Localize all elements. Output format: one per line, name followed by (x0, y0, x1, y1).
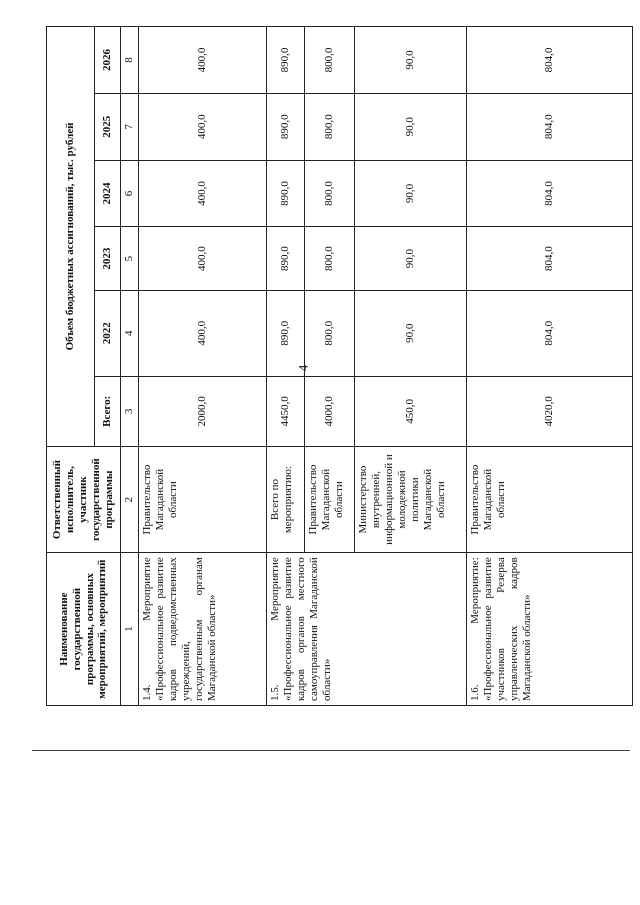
row-value-2026: 400,0 (138, 27, 266, 94)
row-value-2025: 400,0 (138, 93, 266, 160)
header-year-2024: 2024 (95, 160, 121, 227)
col-number: 5 (121, 227, 139, 290)
row-value-2024: 90,0 (354, 160, 466, 227)
col-number: 1 (121, 553, 139, 706)
budget-table (46, 26, 633, 706)
page-number: 4 (295, 364, 311, 372)
row-executor: Правительство Магаданской области (466, 446, 632, 552)
row-total: 4000,0 (304, 376, 354, 446)
row-value-2025: 800,0 (304, 93, 354, 160)
col-number: 8 (121, 27, 139, 94)
row-name-1-6: 1.6. Мероприятие: «Профессиональное развитие участников Резерва управленческих кадров Магаданской области» (466, 553, 632, 706)
row-total: 2000,0 (138, 376, 266, 446)
col-number: 2 (121, 446, 139, 552)
row-total: 4450,0 (266, 376, 304, 446)
rotated-table-container (46, 26, 628, 706)
row-value-2024: 400,0 (138, 160, 266, 227)
row-executor: Всего по мероприятию: (266, 446, 304, 552)
header-year-2025: 2025 (95, 93, 121, 160)
row-value-2025: 890,0 (266, 93, 304, 160)
row-value-2022: 90,0 (354, 290, 466, 376)
row-value-2022: 400,0 (138, 290, 266, 376)
row-value-2026: 90,0 (354, 27, 466, 94)
row-executor: Министерство внутренней, информационной и молодежной политики Магаданской области (354, 446, 466, 552)
row-value-2022: 800,0 (304, 290, 354, 376)
col-number: 3 (121, 376, 139, 446)
row-value-2024: 800,0 (304, 160, 354, 227)
row-name-1-5: 1.5. Мероприятие «Профессиональное развитие кадров органов местного самоуправления Магаданской области» (266, 553, 466, 706)
row-value-2023: 890,0 (266, 227, 304, 290)
row-value-2023: 400,0 (138, 227, 266, 290)
col-number: 6 (121, 160, 139, 227)
header-year-2026: 2026 (95, 27, 121, 94)
row-executor: Правительство Магаданской области (304, 446, 354, 552)
header-total: Всего: (95, 376, 121, 446)
row-value-2023: 800,0 (304, 227, 354, 290)
header-name: Наименование государственной программы, основных мероприятий, мероприятий (47, 553, 121, 706)
page-divider (32, 750, 630, 751)
col-number: 4 (121, 290, 139, 376)
row-value-2025: 804,0 (466, 93, 632, 160)
header-year-2022: 2022 (95, 290, 121, 376)
row-value-2024: 804,0 (466, 160, 632, 227)
row-name-1-4: 1.4. Мероприятие «Профессиональное развитие кадров подведомственных учреждений, государственным органам Магаданской области» (138, 553, 266, 706)
row-total: 4020,0 (466, 376, 632, 446)
header-executor: Ответственный исполнитель, участник государственной программы (47, 446, 121, 552)
col-number: 7 (121, 93, 139, 160)
row-executor: Правительство Магаданской области (138, 446, 266, 552)
row-value-2025: 90,0 (354, 93, 466, 160)
row-value-2026: 890,0 (266, 27, 304, 94)
row-value-2023: 90,0 (354, 227, 466, 290)
header-year-2023: 2023 (95, 227, 121, 290)
row-value-2022: 804,0 (466, 290, 632, 376)
row-total: 450,0 (354, 376, 466, 446)
row-value-2026: 800,0 (304, 27, 354, 94)
row-value-2024: 890,0 (266, 160, 304, 227)
row-value-2026: 804,0 (466, 27, 632, 94)
header-budget: Объем бюджетных ассигнований, тыс. рублей (47, 27, 95, 447)
row-value-2022: 890,0 (266, 290, 304, 376)
row-value-2023: 804,0 (466, 227, 632, 290)
